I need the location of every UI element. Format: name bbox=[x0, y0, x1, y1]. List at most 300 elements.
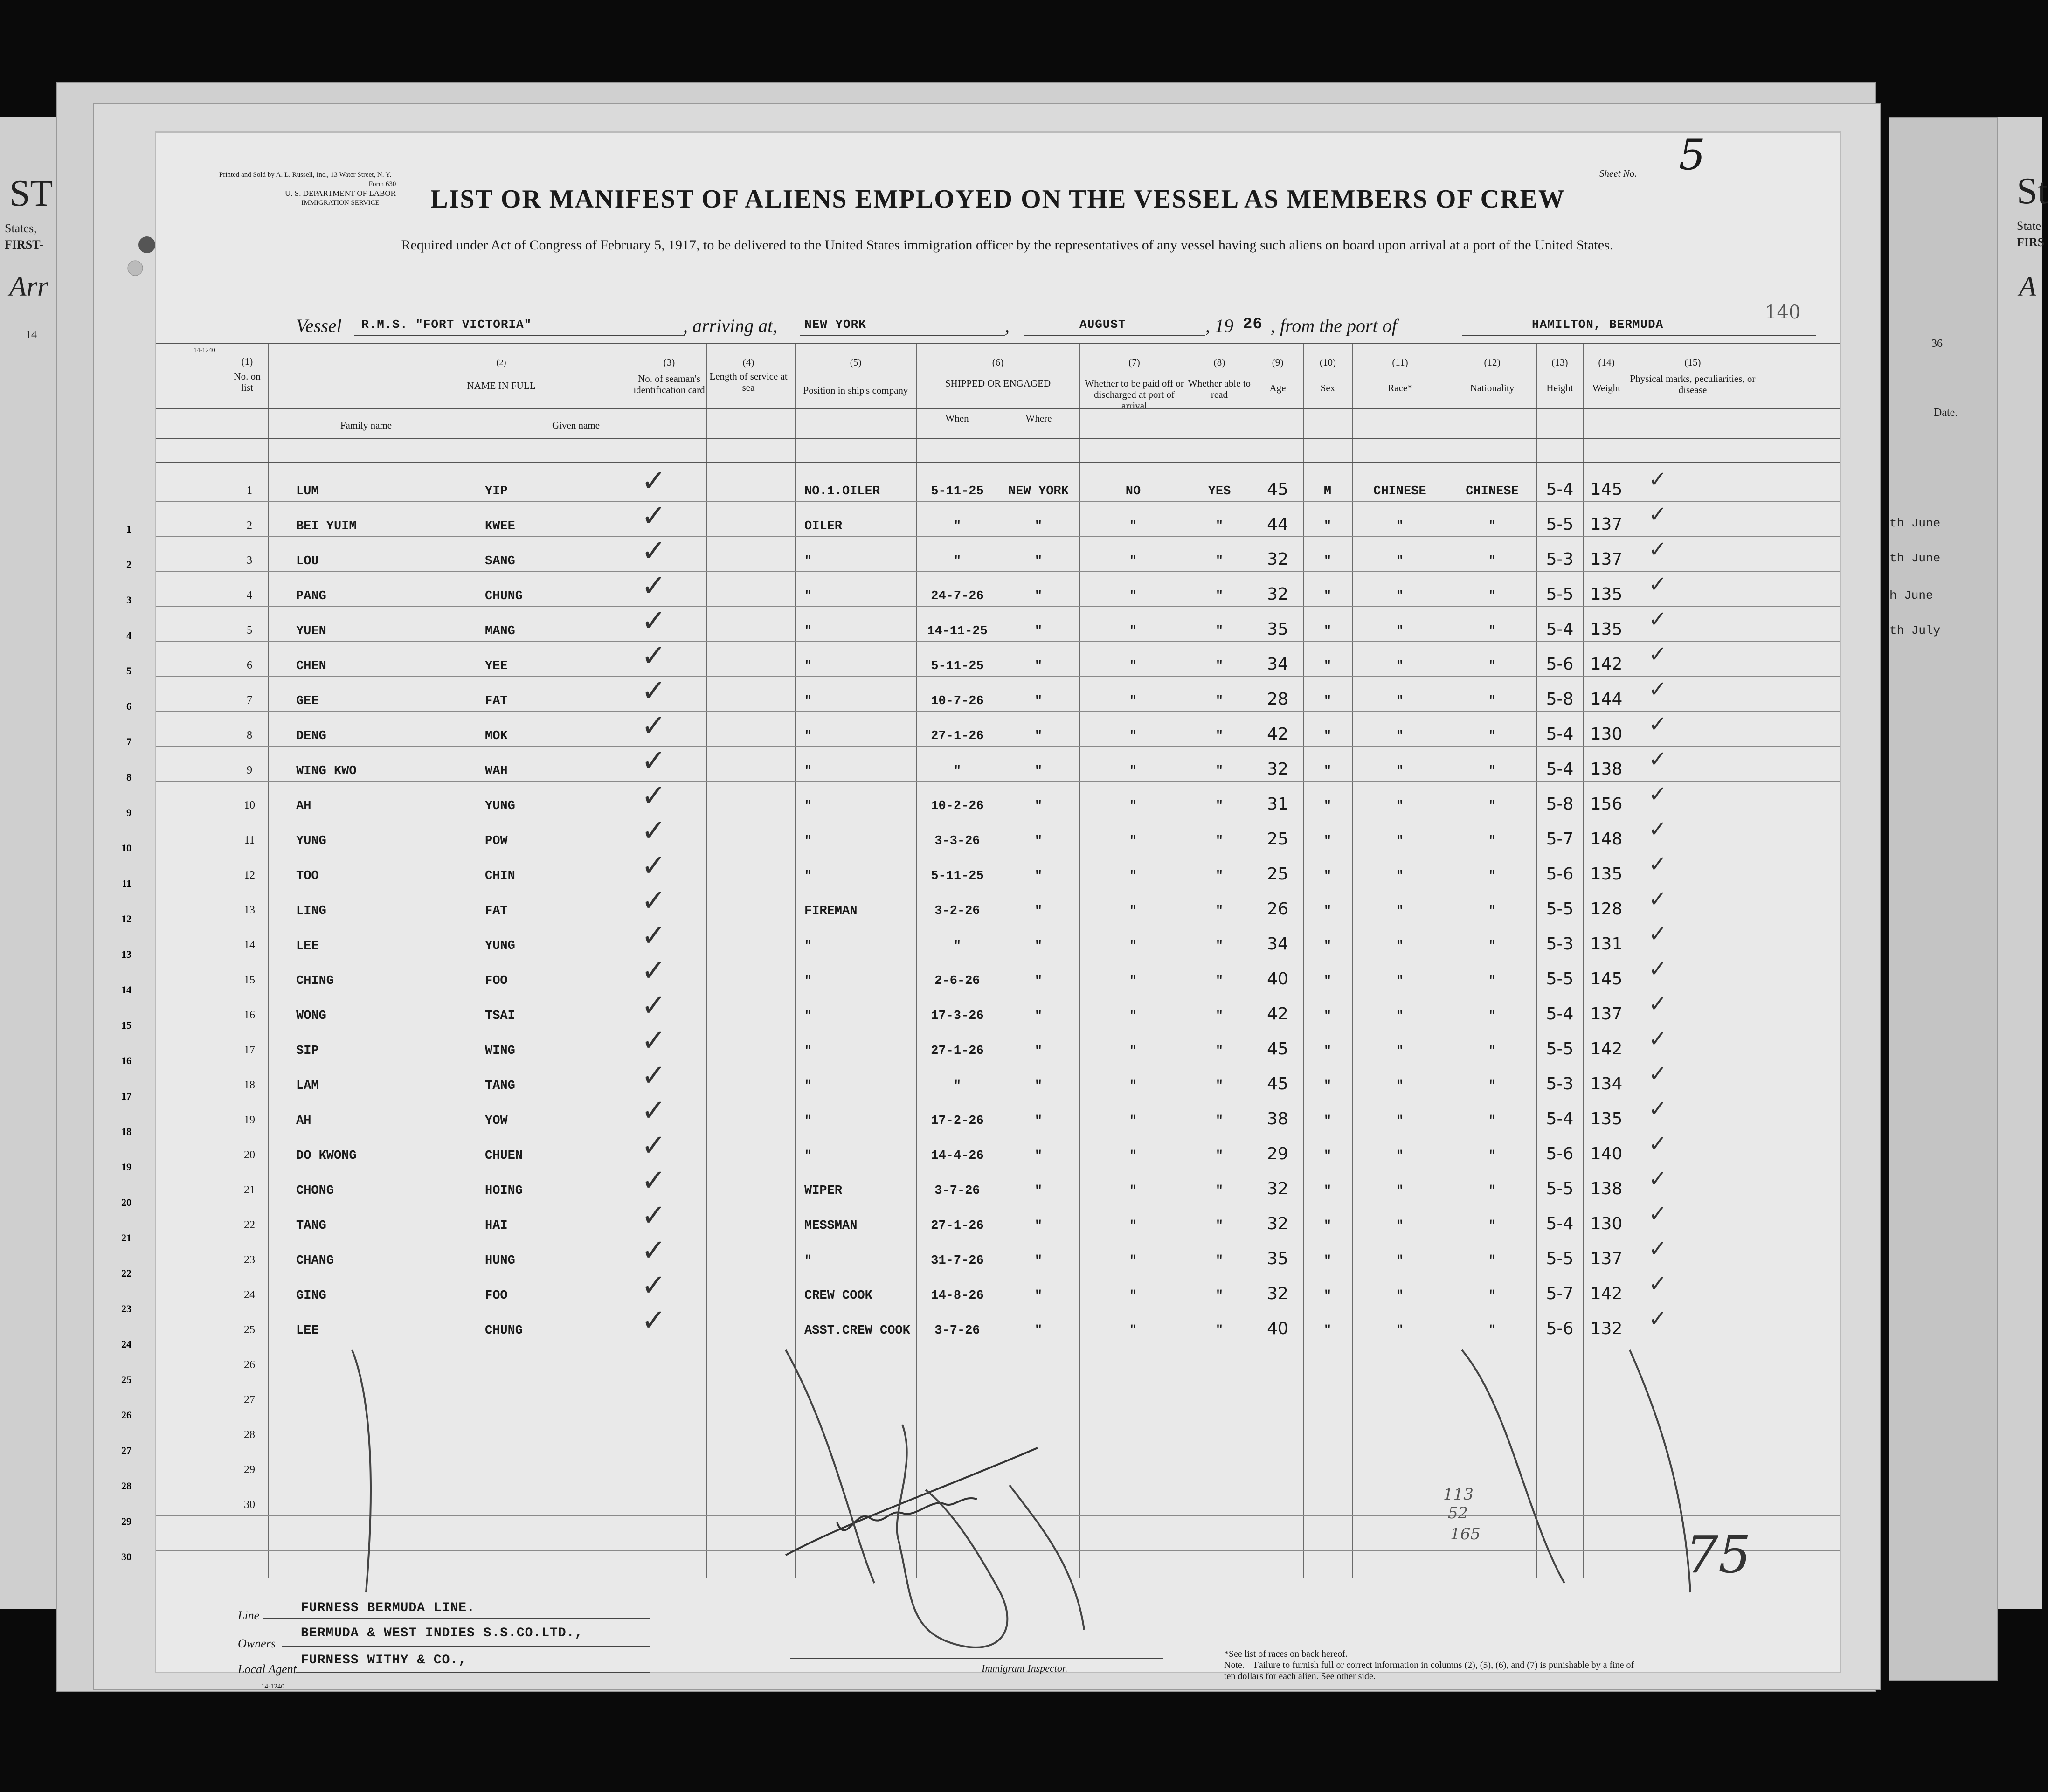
cell-given: MANG bbox=[485, 624, 515, 638]
cell-height: 5-6 bbox=[1546, 655, 1574, 674]
cell-where: " bbox=[1034, 1184, 1043, 1198]
cell-sex: M bbox=[1323, 484, 1332, 498]
row-rule bbox=[156, 676, 1840, 677]
header-rule bbox=[156, 343, 1840, 344]
cell-when: 3-7-26 bbox=[934, 1184, 980, 1198]
cell-nat: " bbox=[1488, 659, 1496, 673]
check-mark-icon: ✓ bbox=[641, 1303, 666, 1338]
owners-value: BERMUDA & WEST INDIES S.S.CO.LTD., bbox=[301, 1626, 583, 1640]
cell-nat: " bbox=[1488, 1079, 1496, 1093]
cell-nat: " bbox=[1488, 1184, 1496, 1198]
arriving-label: , arriving at, bbox=[683, 315, 778, 336]
cell-race: CHINESE bbox=[1373, 484, 1426, 498]
pencil-fraction-top: 113 bbox=[1443, 1485, 1474, 1504]
cell-race: " bbox=[1396, 799, 1404, 813]
cell-family: DO KWONG bbox=[296, 1149, 357, 1163]
cell-sex: " bbox=[1323, 1254, 1332, 1268]
cell-weight: 142 bbox=[1590, 1284, 1623, 1303]
cell-when: 24-7-26 bbox=[931, 589, 984, 603]
cell-race: " bbox=[1396, 904, 1404, 918]
cell-height: 5-4 bbox=[1546, 725, 1574, 744]
margin-row-number: 5 bbox=[126, 665, 131, 677]
cell-family: TANG bbox=[296, 1219, 326, 1233]
cell-no: 9 bbox=[247, 764, 252, 776]
cell-when: " bbox=[953, 764, 962, 778]
margin-row-number: 16 bbox=[121, 1055, 131, 1066]
sheet-number: 5 bbox=[1679, 131, 1706, 180]
cell-no: 2 bbox=[247, 519, 252, 532]
cell-age: 26 bbox=[1267, 899, 1288, 919]
cell-position: " bbox=[804, 834, 812, 848]
cell-given: YUNG bbox=[485, 799, 515, 813]
col-15-number: (15) bbox=[1684, 357, 1701, 368]
cell-when: " bbox=[953, 939, 962, 953]
col-5-header: Position in ship's company bbox=[803, 385, 908, 396]
cell-paid: " bbox=[1129, 659, 1137, 673]
cell-where: " bbox=[1034, 904, 1043, 918]
cell-race: " bbox=[1396, 1219, 1404, 1233]
cell-age: 45 bbox=[1267, 1039, 1288, 1059]
margin-row-number: 12 bbox=[121, 913, 131, 925]
cell-weight: 144 bbox=[1590, 690, 1623, 709]
side-fragment: th July bbox=[1889, 623, 1941, 637]
check-mark-icon: ✓ bbox=[641, 464, 666, 498]
cell-position: NO.1.OILER bbox=[804, 484, 880, 498]
cell-when: 14-11-25 bbox=[927, 624, 988, 638]
cell-when: 27-1-26 bbox=[931, 729, 984, 743]
check-mark-icon: ✓ bbox=[641, 919, 666, 953]
cell-age: 25 bbox=[1267, 865, 1288, 884]
margin-row-number: 10 bbox=[121, 842, 131, 854]
cell-paid: " bbox=[1129, 519, 1137, 533]
cell-age: 38 bbox=[1267, 1109, 1288, 1128]
cell-given: FOO bbox=[485, 974, 508, 988]
agent-value: FURNESS WITHY & CO., bbox=[301, 1653, 467, 1667]
check-mark-icon: ✓ bbox=[1648, 1166, 1667, 1192]
cell-weight: 135 bbox=[1590, 585, 1623, 604]
side-fragment: St bbox=[2017, 171, 2048, 212]
cell-sex: " bbox=[1323, 869, 1332, 883]
side-fragment: h June bbox=[1889, 588, 1933, 602]
cell-race: " bbox=[1396, 974, 1404, 988]
cell-when: 5-11-25 bbox=[931, 869, 984, 883]
cell-nat: " bbox=[1488, 589, 1496, 603]
cell-family: LOU bbox=[296, 554, 319, 568]
cell-weight: 138 bbox=[1590, 1179, 1623, 1198]
cell-sex: " bbox=[1323, 1114, 1332, 1128]
cell-sex: " bbox=[1323, 1324, 1332, 1338]
cell-age: 32 bbox=[1267, 1179, 1288, 1198]
check-mark-icon: ✓ bbox=[1648, 1061, 1667, 1087]
cell-paid: " bbox=[1129, 869, 1137, 883]
cell-given: MOK bbox=[485, 729, 508, 743]
row-rule bbox=[156, 711, 1840, 712]
cell-family: LEE bbox=[296, 939, 319, 953]
cell-paid: " bbox=[1129, 589, 1137, 603]
margin-row-number: 21 bbox=[121, 1232, 131, 1244]
cell-sex: " bbox=[1323, 1184, 1332, 1198]
cell-position: " bbox=[804, 1044, 812, 1058]
col-12-header: Nationality bbox=[1470, 382, 1515, 394]
cell-where: " bbox=[1034, 1079, 1043, 1093]
cell-age: 42 bbox=[1267, 725, 1288, 744]
cell-sex: " bbox=[1323, 764, 1332, 778]
cell-race: " bbox=[1396, 764, 1404, 778]
check-mark-icon: ✓ bbox=[641, 1024, 666, 1058]
check-mark-icon: ✓ bbox=[1648, 1026, 1667, 1052]
cell-no: 12 bbox=[244, 869, 255, 881]
col-10-header: Sex bbox=[1320, 382, 1335, 394]
cell-age: 40 bbox=[1267, 1319, 1288, 1338]
cell-paid: " bbox=[1129, 1044, 1137, 1058]
check-mark-icon: ✓ bbox=[641, 779, 666, 813]
cell-no: 25 bbox=[244, 1324, 255, 1336]
cell-where: " bbox=[1034, 624, 1043, 638]
cell-paid: " bbox=[1129, 1324, 1137, 1338]
cell-where: " bbox=[1034, 939, 1043, 953]
cell-weight: 140 bbox=[1590, 1144, 1623, 1163]
cell-paid: " bbox=[1129, 694, 1137, 708]
check-mark-icon: ✓ bbox=[641, 814, 666, 848]
given-name-header: Given name bbox=[552, 420, 600, 431]
cell-height: 5-8 bbox=[1546, 795, 1574, 814]
cell-given: HOING bbox=[485, 1184, 523, 1198]
cell-age: 31 bbox=[1267, 795, 1288, 814]
side-fragment: State bbox=[2017, 219, 2041, 233]
cell-no: 3 bbox=[247, 554, 252, 567]
line-value: FURNESS BERMUDA LINE. bbox=[301, 1601, 475, 1615]
cell-height: 5-3 bbox=[1546, 550, 1574, 569]
cell-height: 5-8 bbox=[1546, 690, 1574, 709]
cell-age: 32 bbox=[1267, 585, 1288, 604]
cell-weight: 138 bbox=[1590, 760, 1623, 779]
cell-paid: " bbox=[1129, 1079, 1137, 1093]
side-fragment: 36 bbox=[1931, 338, 1943, 350]
cell-race: " bbox=[1396, 519, 1404, 533]
cell-no: 11 bbox=[244, 834, 255, 846]
cell-read: " bbox=[1215, 1324, 1224, 1338]
cell-weight: 145 bbox=[1590, 480, 1623, 499]
cell-age: 34 bbox=[1267, 934, 1288, 954]
check-mark-icon: ✓ bbox=[1648, 1201, 1667, 1227]
row-rule bbox=[156, 606, 1840, 607]
col-10-number: (10) bbox=[1320, 357, 1336, 368]
cell-age: 35 bbox=[1267, 1249, 1288, 1268]
cell-given: YIP bbox=[485, 484, 508, 498]
cell-height: 5-5 bbox=[1546, 515, 1574, 534]
cell-no: 17 bbox=[244, 1044, 255, 1056]
cell-when: " bbox=[953, 1079, 962, 1093]
cell-family: GEE bbox=[296, 694, 319, 708]
cell-height: 5-5 bbox=[1546, 969, 1574, 989]
month-underline bbox=[1024, 335, 1205, 336]
cell-sex: " bbox=[1323, 659, 1332, 673]
arriving-port: NEW YORK bbox=[804, 318, 866, 332]
paper-stack-edge bbox=[1889, 117, 1998, 1681]
cell-height: 5-5 bbox=[1546, 1039, 1574, 1059]
page-subtitle: Required under Act of Congress of February 5, 1917, to be delivered to the United States immigration officer by the representatives of any vessel having such aliens on board upon arrival at a port of the United States. bbox=[401, 237, 1613, 253]
cell-paid: " bbox=[1129, 1009, 1137, 1023]
cell-family: LING bbox=[296, 904, 326, 918]
cell-no: 10 bbox=[244, 799, 255, 811]
cell-weight: 142 bbox=[1590, 1039, 1623, 1059]
check-mark-icon: ✓ bbox=[641, 1268, 666, 1303]
cell-read: " bbox=[1215, 554, 1224, 568]
cell-where: " bbox=[1034, 1114, 1043, 1128]
row-rule bbox=[156, 641, 1840, 642]
cell-position: " bbox=[804, 974, 812, 988]
col-7-header: Whether to be paid off or discharged at port of arrival bbox=[1085, 378, 1184, 411]
check-mark-icon: ✓ bbox=[1648, 1306, 1667, 1332]
empty-row-number: 26 bbox=[244, 1359, 255, 1371]
margin-row-number: 9 bbox=[126, 807, 131, 818]
inspector-label: Immigrant Inspector. bbox=[982, 1662, 1068, 1674]
margin-row-number: 3 bbox=[126, 594, 131, 606]
vessel-line: Vessel R.M.S. "FORT VICTORIA" , arriving at, NEW YORK , AUGUST , 19 26 , from the port of HAMILTON, BERMUDA 140 bbox=[296, 315, 1816, 343]
cell-read: " bbox=[1215, 659, 1224, 673]
cell-no: 5 bbox=[247, 624, 252, 637]
cell-where: " bbox=[1034, 1009, 1043, 1023]
cell-sex: " bbox=[1323, 519, 1332, 533]
cell-given: YUNG bbox=[485, 939, 515, 953]
cell-age: 28 bbox=[1267, 690, 1288, 709]
cell-when: 10-2-26 bbox=[931, 799, 984, 813]
check-mark-icon: ✓ bbox=[1648, 886, 1667, 912]
cell-weight: 134 bbox=[1590, 1074, 1623, 1093]
check-mark-icon: ✓ bbox=[1648, 676, 1667, 702]
cell-weight: 130 bbox=[1590, 1214, 1623, 1233]
cell-when: " bbox=[953, 519, 962, 533]
cell-position: " bbox=[804, 554, 812, 568]
cell-given: CHIN bbox=[485, 869, 515, 883]
cell-race: " bbox=[1396, 1079, 1404, 1093]
cell-read: " bbox=[1215, 729, 1224, 743]
margin-row-number: 27 bbox=[121, 1445, 131, 1456]
side-fragment: FIRS bbox=[2017, 235, 2045, 249]
cell-read: " bbox=[1215, 624, 1224, 638]
fine-note: Note.—Failure to furnish full or correct information in columns (2), (5), (6), and (7) is punishable by a fine of ten dollars for each alien. See other side. bbox=[1224, 1660, 1634, 1681]
cell-paid: " bbox=[1129, 1114, 1137, 1128]
row-rule bbox=[156, 781, 1840, 782]
cell-height: 5-5 bbox=[1546, 899, 1574, 919]
cell-weight: 137 bbox=[1590, 1249, 1623, 1268]
cell-age: 29 bbox=[1267, 1144, 1288, 1163]
check-mark-icon: ✓ bbox=[1648, 991, 1667, 1017]
cell-given: FOO bbox=[485, 1289, 508, 1303]
header-rule bbox=[156, 408, 1840, 409]
check-mark-icon: ✓ bbox=[1648, 641, 1667, 667]
form-number: Form 630 bbox=[368, 180, 396, 188]
col-12-number: (12) bbox=[1484, 357, 1501, 368]
arrival-month: AUGUST bbox=[1079, 318, 1126, 332]
cell-position: " bbox=[804, 589, 812, 603]
cell-family: TOO bbox=[296, 869, 319, 883]
cell-no: 8 bbox=[247, 729, 252, 741]
margin-row-number: 7 bbox=[126, 736, 131, 747]
cell-sex: " bbox=[1323, 694, 1332, 708]
cell-no: 4 bbox=[247, 589, 252, 602]
check-mark-icon: ✓ bbox=[1648, 921, 1667, 947]
cell-nat: " bbox=[1488, 1289, 1496, 1303]
check-mark-icon: ✓ bbox=[641, 954, 666, 988]
cell-where: " bbox=[1034, 659, 1043, 673]
line-underline bbox=[263, 1618, 650, 1619]
page-title: LIST OR MANIFEST OF ALIENS EMPLOYED ON THE VESSEL AS MEMBERS OF CREW bbox=[430, 185, 1565, 214]
col-2-header: NAME IN FULL bbox=[467, 380, 536, 391]
cell-when: 3-3-26 bbox=[934, 834, 980, 848]
cell-nat: " bbox=[1488, 904, 1496, 918]
cell-weight: 130 bbox=[1590, 725, 1623, 744]
check-mark-icon: ✓ bbox=[1648, 711, 1667, 737]
cell-read: " bbox=[1215, 1289, 1224, 1303]
cell-weight: 148 bbox=[1590, 830, 1623, 849]
cell-position: CREW COOK bbox=[804, 1289, 872, 1303]
margin-row-number: 2 bbox=[126, 559, 131, 570]
cell-paid: NO bbox=[1125, 484, 1141, 498]
cell-no: 16 bbox=[244, 1009, 255, 1021]
cell-sex: " bbox=[1323, 1079, 1332, 1093]
cell-paid: " bbox=[1129, 904, 1137, 918]
cell-age: 32 bbox=[1267, 1214, 1288, 1233]
form-code: 14-1240 bbox=[194, 347, 215, 354]
cell-height: 5-3 bbox=[1546, 934, 1574, 954]
cell-height: 5-6 bbox=[1546, 1144, 1574, 1163]
row-rule bbox=[156, 571, 1840, 572]
col-6-number: (6) bbox=[992, 357, 1004, 368]
col-5-number: (5) bbox=[850, 357, 862, 368]
check-mark-icon: ✓ bbox=[1648, 851, 1667, 877]
cell-age: 25 bbox=[1267, 830, 1288, 849]
cell-where: " bbox=[1034, 589, 1043, 603]
cell-paid: " bbox=[1129, 624, 1137, 638]
side-fragment: FIRST- bbox=[5, 238, 43, 251]
cell-nat: " bbox=[1488, 834, 1496, 848]
row-rule bbox=[156, 536, 1840, 537]
check-mark-icon: ✓ bbox=[641, 674, 666, 708]
empty-row-number: 29 bbox=[244, 1464, 255, 1476]
cell-read: " bbox=[1215, 974, 1224, 988]
margin-row-number: 11 bbox=[122, 878, 131, 889]
cell-when: 31-7-26 bbox=[931, 1254, 984, 1268]
cell-race: " bbox=[1396, 939, 1404, 953]
check-mark-icon: ✓ bbox=[641, 1163, 666, 1198]
cell-sex: " bbox=[1323, 624, 1332, 638]
margin-row-number: 15 bbox=[121, 1019, 131, 1031]
cell-weight: 137 bbox=[1590, 550, 1623, 569]
cell-family: PANG bbox=[296, 589, 326, 603]
check-mark-icon: ✓ bbox=[1648, 536, 1667, 562]
cell-race: " bbox=[1396, 659, 1404, 673]
margin-row-number: 26 bbox=[121, 1409, 131, 1421]
cell-nat: " bbox=[1488, 1254, 1496, 1268]
cell-family: CHEN bbox=[296, 659, 326, 673]
cell-height: 5-4 bbox=[1546, 1004, 1574, 1024]
check-mark-icon: ✓ bbox=[1648, 1271, 1667, 1297]
cell-paid: " bbox=[1129, 729, 1137, 743]
margin-row-number: 13 bbox=[121, 948, 131, 960]
col-9-header: Age bbox=[1269, 382, 1286, 394]
cell-given: HAI bbox=[485, 1219, 508, 1233]
cell-when: 3-7-26 bbox=[934, 1324, 980, 1338]
cell-when: 27-1-26 bbox=[931, 1044, 984, 1058]
cell-sex: " bbox=[1323, 799, 1332, 813]
side-fragment: th June bbox=[1889, 551, 1941, 565]
cell-age: 32 bbox=[1267, 760, 1288, 779]
check-mark-icon: ✓ bbox=[1648, 501, 1667, 527]
margin-row-number: 20 bbox=[121, 1197, 131, 1208]
arriving-underline bbox=[800, 335, 1005, 336]
header-rule bbox=[156, 462, 1840, 463]
cell-height: 5-4 bbox=[1546, 1109, 1574, 1128]
cell-where: " bbox=[1034, 1044, 1043, 1058]
margin-row-number: 8 bbox=[126, 771, 131, 783]
vessel-label: Vessel bbox=[296, 315, 342, 336]
cell-family: CHANG bbox=[296, 1254, 334, 1268]
cell-no: 24 bbox=[244, 1289, 255, 1301]
year-prefix: , 19 bbox=[1205, 315, 1233, 336]
agent-underline bbox=[296, 1672, 650, 1673]
cell-race: " bbox=[1396, 729, 1404, 743]
cell-when: 3-2-26 bbox=[934, 904, 980, 918]
cell-nat: " bbox=[1488, 729, 1496, 743]
cell-age: 32 bbox=[1267, 550, 1288, 569]
cell-read: " bbox=[1215, 1009, 1224, 1023]
cell-height: 5-6 bbox=[1546, 865, 1574, 884]
cell-paid: " bbox=[1129, 1149, 1137, 1163]
empty-row-number: 30 bbox=[244, 1499, 255, 1511]
cell-position: WIPER bbox=[804, 1184, 843, 1198]
col-1-number: (1) bbox=[241, 356, 253, 367]
cell-sex: " bbox=[1323, 554, 1332, 568]
cell-where: " bbox=[1034, 1289, 1043, 1303]
margin-row-number: 14 bbox=[121, 984, 131, 996]
where-header: Where bbox=[1025, 413, 1052, 424]
margin-row-number: 4 bbox=[126, 630, 131, 641]
cell-nat: " bbox=[1488, 974, 1496, 988]
cell-family: CHONG bbox=[296, 1184, 334, 1198]
cell-when: 10-7-26 bbox=[931, 694, 984, 708]
check-mark-icon: ✓ bbox=[641, 744, 666, 778]
departure-port: HAMILTON, BERMUDA bbox=[1532, 318, 1664, 332]
cell-given: TANG bbox=[485, 1079, 515, 1093]
cell-read: " bbox=[1215, 589, 1224, 603]
side-fragment: Arr bbox=[9, 271, 48, 302]
col-9-number: (9) bbox=[1272, 357, 1284, 368]
cell-race: " bbox=[1396, 589, 1404, 603]
empty-row-number: 28 bbox=[244, 1429, 255, 1441]
cell-height: 5-3 bbox=[1546, 1074, 1574, 1093]
cell-height: 5-5 bbox=[1546, 585, 1574, 604]
cell-no: 7 bbox=[247, 694, 252, 706]
cell-no: 22 bbox=[244, 1219, 255, 1231]
cell-given: SANG bbox=[485, 554, 515, 568]
cell-family: DENG bbox=[296, 729, 326, 743]
side-fragment: Date. bbox=[1934, 407, 1958, 419]
cell-weight: 128 bbox=[1590, 899, 1623, 919]
cell-read: " bbox=[1215, 869, 1224, 883]
check-mark-icon: ✓ bbox=[641, 534, 666, 568]
check-mark-icon: ✓ bbox=[641, 1233, 666, 1268]
col-6-header: SHIPPED OR ENGAGED bbox=[945, 378, 1051, 389]
cell-where: " bbox=[1034, 1254, 1043, 1268]
cell-sex: " bbox=[1323, 834, 1332, 848]
cell-given: CHUNG bbox=[485, 1324, 523, 1338]
cell-nat: " bbox=[1488, 764, 1496, 778]
cell-nat: " bbox=[1488, 869, 1496, 883]
cell-where: " bbox=[1034, 974, 1043, 988]
side-fragment: th June bbox=[1889, 516, 1941, 530]
cell-when: 5-11-25 bbox=[931, 484, 984, 498]
